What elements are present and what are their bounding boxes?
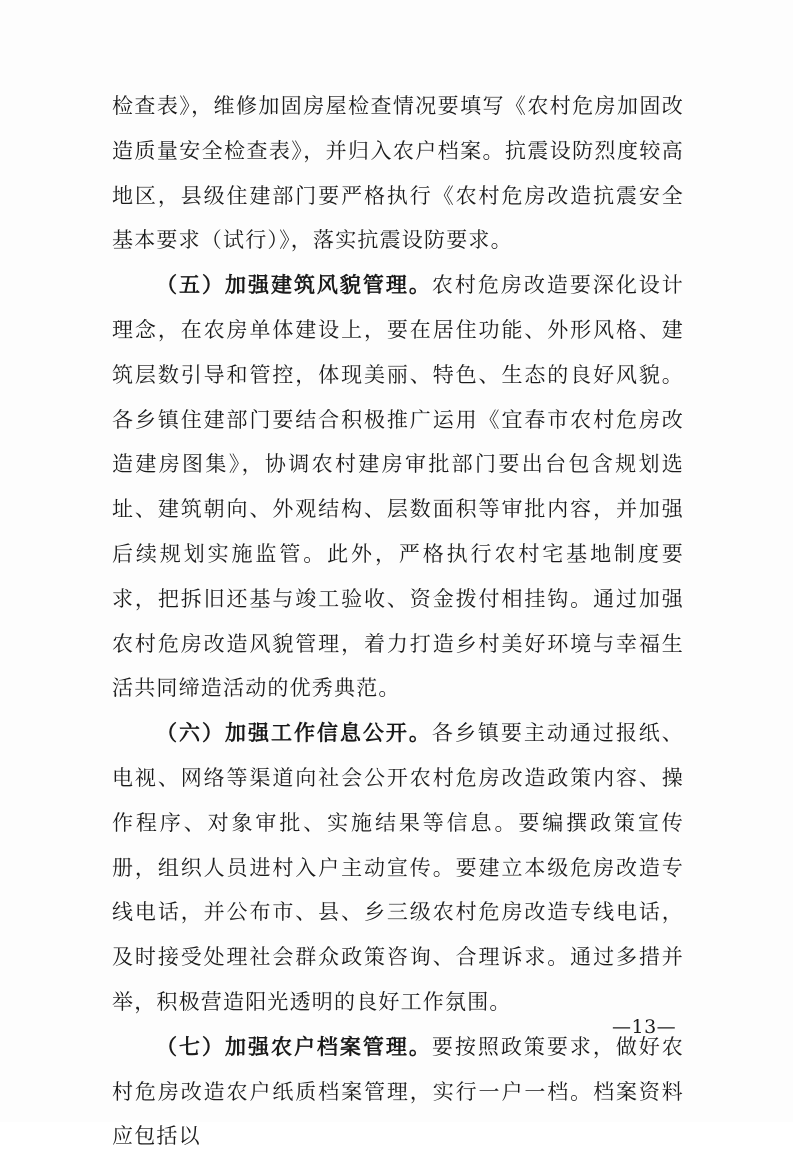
section-heading: （五）加强建筑风貌管理。	[156, 272, 432, 298]
page-number: —13—	[612, 1016, 677, 1038]
paragraph-text: 要按照政策要求，做好农村危房改造农户纸质档案管理，实行一户一档。档案资料应包括以	[112, 1034, 684, 1149]
paragraph-text: 农村危房改造要深化设计理念，在农房单体建设上，要在居住功能、外形风格、建筑层数引导和管控，体现美丽、特色、生态的良好风貌。各乡镇住建部门要结合积极推广运用《宜春市农村危房改造建房图集》，协调农村建房审批部门要出台包含规划选址、建筑朝向、外观结构、层数面积等审批内容，并加强后续规划实施监管。此外，严格执行农村宅基地制度要求，把拆旧还基与竣工验收、资金拨付相挂钩。通过加强农村危房改造风貌管理，着力打造乡村美好环境与幸福生活共同缔造活动的优秀典范。	[112, 273, 684, 701]
section-heading: （六）加强工作信息公开。	[156, 720, 432, 746]
paragraph-text: 各乡镇要主动通过报纸、电视、网络等渠道向社会公开农村危房改造政策内容、操作程序、对象审批、实施结果等信息。要编撰政策宣传册，组织人员进村入户主动宣传。要建立本级危房改造专线电话，并公布市、县、乡三级农村危房改造专线电话，及时接受处理社会群众政策咨询、合理诉求。通过多措并举，积极营造阳光透明的良好工作氛围。	[112, 721, 684, 1014]
paragraph-section-7	[112, 1025, 684, 1159]
document-body	[112, 84, 684, 1159]
section-heading: （七）加强农户档案管理。	[156, 1033, 432, 1059]
paragraph-section-6	[112, 711, 684, 1025]
paragraph-section-5	[112, 263, 684, 711]
paragraph-text: 检查表》，维修加固房屋检查情况要填写《农村危房加固改造质量安全检查表》，并归入农户档案。抗震设防烈度较高地区，县级住建部门要严格执行《农村危房改造抗震安全基本要求（试行）》，落实抗震设防要求。	[112, 94, 684, 253]
paragraph-continuation	[112, 84, 684, 263]
